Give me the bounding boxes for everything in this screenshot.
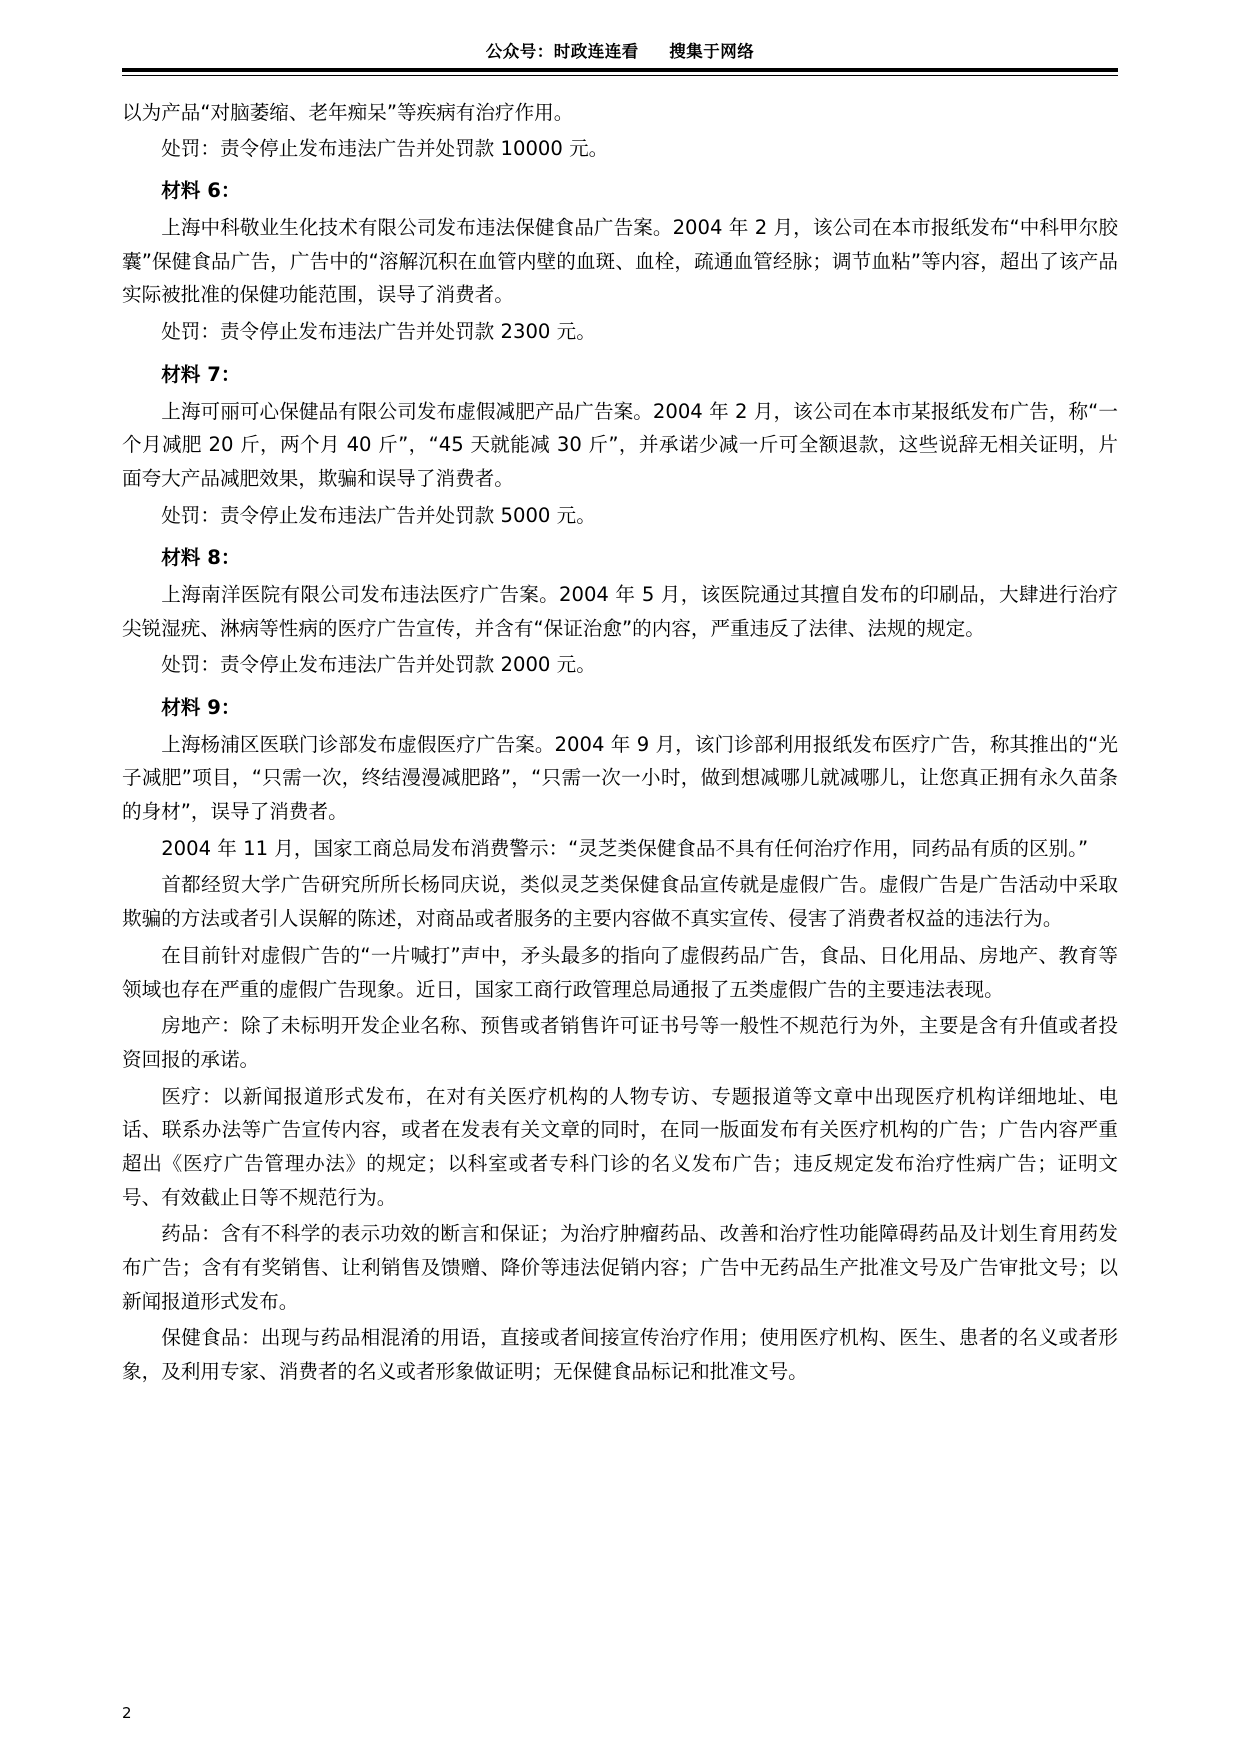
para-realestate: 房地产：除了未标明开发企业名称、预售或者销售许可证书号等一般性不规范行为外，主要是含有升值或者投资回报的承诺。: [122, 1014, 1118, 1071]
material-6-title: 材料 6：: [161, 179, 241, 203]
material-9-title: 材料 9：: [161, 696, 241, 719]
material-8-body: 上海南洋医院有限公司发布违法医疗广告案。2004 年 5 月，该医院通过其擅自发布的印刷品，大肆进行治疗尖锐湿疣、淋病等性病的医疗广告宣传，并含有“保证治愈”的内容，严重违反了法律、法规的规定。: [122, 582, 1118, 640]
para-drug: 药品：含有不科学的表示功效的断言和保证；为治疗肿瘤药品、改善和治疗性功能障碍药品及计划生育用药发布广告；含有有奖销售、让利销售及馈赠、降价等违法促销内容；广告中无药品生产批准文号及广告审批文号；以新闻报道形式发布。: [122, 1222, 1118, 1313]
para-expert: 首都经贸大学广告研究所所长杨同庆说，类似灵芝类保健食品宣传就是虚假广告。虚假广告是广告活动中采取欺骗的方法或者引人误解的陈述，对商品或者服务的主要内容做不真实宣传、侵害了消费者权益的违法行为。: [122, 873, 1118, 931]
para-medical: 医疗：以新闻报道形式发布，在对有关医疗机构的人物专访、专题报道等文章中出现医疗机构详细地址、电话、联系办法等广告宣传内容，或者在发表有关文章的同时，在同一版面发布有关医疗机构的广告；广告内容严重超出《医疗广告管理办法》的规定；以科室或者专科门诊的名义发布广告；违反规定发布治疗性病广告；证明文号、有效截止日等不规范行为。: [122, 1084, 1118, 1209]
material-8-title: 材料 8：: [161, 546, 241, 570]
material-7-title: 材料 7：: [161, 362, 241, 386]
page-number: 2: [122, 1704, 132, 1722]
punish-8: 处罚：责令停止发布违法广告并处罚款 2000 元。: [161, 653, 596, 677]
punish-6: 处罚：责令停止发布违法广告并处罚款 2300 元。: [161, 320, 596, 344]
page-header: [0, 0, 1240, 68]
para-healthfood: 保健食品：出现与药品相混淆的用语，直接或者间接宣传治疗作用；使用医疗机构、医生、患者的名义或者形象，及利用专家、消费者的名义或者形象做证明；无保健食品标记和批准文号。: [122, 1326, 1118, 1384]
header-source-label: 搜集于网络: [669, 42, 755, 61]
header-account-label: 公众号：时政连连看: [485, 42, 639, 61]
punish-5: 处罚：责令停止发布违法广告并处罚款 10000 元。: [161, 136, 609, 160]
material-7-body: 上海可丽可心保健品有限公司发布虚假减肥产品广告案。2004 年 2 月，该公司在本市某报纸发布广告，称“一个月减肥 20 斤，两个月 40 斤”，“45 天就能减 30 斤”，并承诺少减一斤可全额退款，这些说辞无相关证明，片面夸大产品减肥效果，欺骗和误导了消费者。: [122, 399, 1118, 490]
material-6-body: 上海中科敬业生化技术有限公司发布违法保健食品广告案。2004 年 2 月，该公司在本市报纸发布“中科甲尔胶囊”保健食品广告，广告中的“溶解沉积在血管内壁的血斑、血栓，疏通血管经脉；调节血粘”等内容，超出了该产品实际被批准的保健功能范围，误导了消费者。: [122, 216, 1118, 307]
header-rule-thick: [122, 68, 1118, 72]
para-warning: 2004 年 11 月，国家工商总局发布消费警示：“灵芝类保健食品不具有任何治疗作用，同药品有质的区别。”: [161, 836, 1089, 860]
material-9-body: 上海杨浦区医联门诊部发布虚假医疗广告案。2004 年 9 月，该门诊部利用报纸发布医疗广告，称其推出的“光子减肥”项目，“只需一次，终结漫漫减肥路”，“只需一次一小时，做到想减哪儿就减哪儿，让您真正拥有永久苗条的身材”，误导了消费者。: [122, 732, 1118, 824]
continued-line: 以为产品“对脑萎缩、老年痴呆”等疾病有治疗作用。: [122, 101, 574, 124]
para-current: 在目前针对虚假广告的“一片喊打”声中，矛头最多的指向了虚假药品广告，食品、日化用品、房地产、教育等领域也存在严重的虚假广告现象。近日，国家工商行政管理总局通报了五类虚假广告的主要违法表现。: [122, 943, 1118, 1001]
punish-7: 处罚：责令停止发布违法广告并处罚款 5000 元。: [161, 503, 596, 527]
document-body: [122, 76, 1118, 1389]
header-rules: [122, 68, 1118, 76]
